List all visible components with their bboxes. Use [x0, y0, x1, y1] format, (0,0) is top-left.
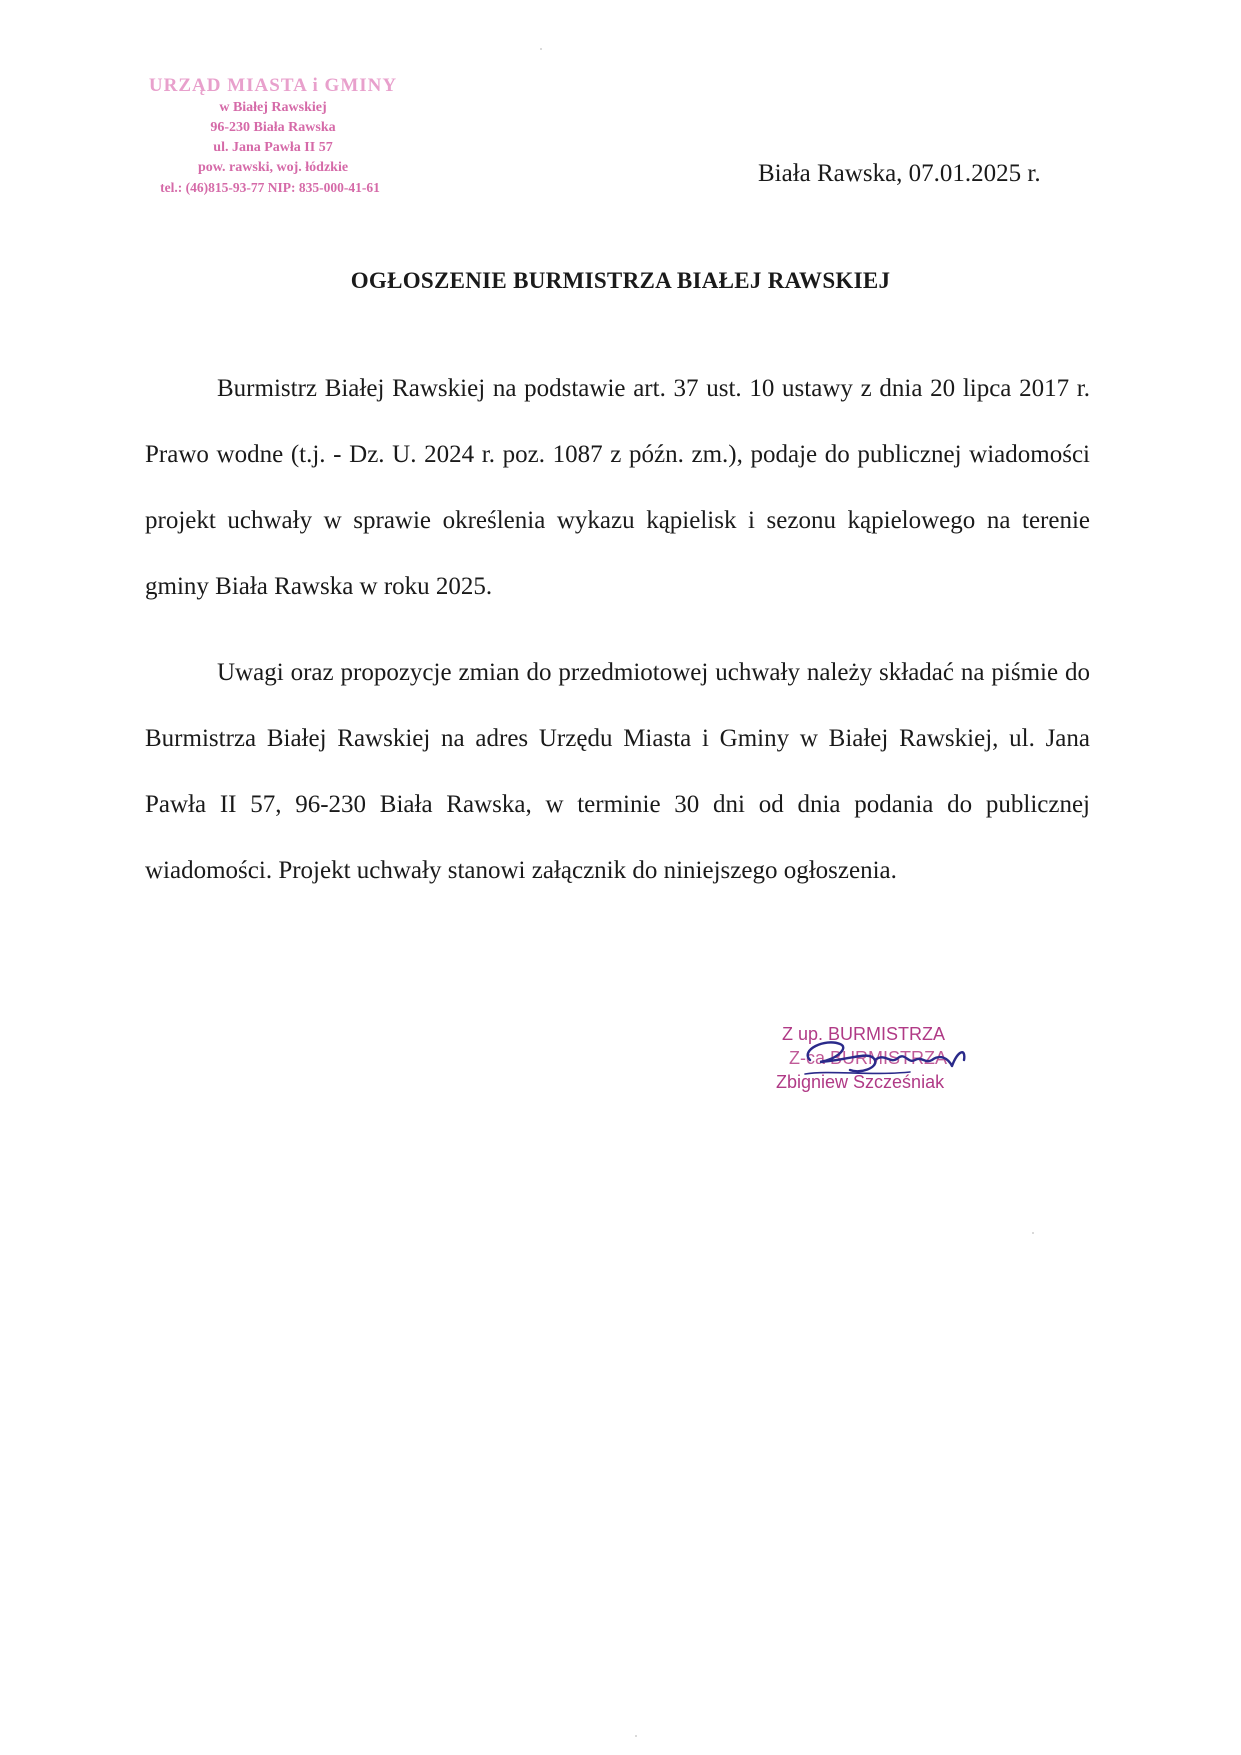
signature-name: Zbigniew Szcześniak [776, 1072, 945, 1092]
paragraph-remarks: Uwagi oraz propozycje zmian do przedmiotowej uchwały należy składać na piśmie do Burmistrza Białej Rawskiej na adres Urzędu Miasta i Gminy w Białej Rawskiej, ul. Jana Pawła II 57, 96-230 Biała Rawska, w terminie 30 dni od dnia podania do publicznej wiadomości. Projekt uchwały stanowi załącznik do niniejszego ogłoszenia. [145, 659, 1090, 884]
document-date: Biała Rawska, 07.01.2025 r. [758, 160, 1041, 187]
stamp-street: ul. Jana Pawła II 57 [213, 140, 333, 155]
scan-speck [635, 1735, 637, 1737]
handwritten-signature [780, 1030, 980, 1090]
stamp-postal-code: 96-230 Biała Rawska [210, 120, 336, 135]
scan-speck [540, 48, 542, 50]
document-title: OGŁOSZENIE BURMISTRZA BIAŁEJ RAWSKIEJ [350, 268, 891, 293]
paragraph-announcement: Burmistrz Białej Rawskiej na podstawie art. 37 ust. 10 ustawy z dnia 20 lipca 2017 r. Prawo wodne (t.j. - Dz. U. 2024 r. poz. 1087 z późn. zm.), podaje do publicznej wiadomości projekt uchwały w sprawie określenia wykazu kąpielisk i sezonu kąpielowego na terenie gminy Biała Rawska w roku 2025. [145, 375, 1090, 600]
office-stamp [118, 74, 428, 198]
stamp-district: pow. rawski, woj. łódzkie [197, 160, 349, 175]
signature-deputy-title: Z-ca BURMISTRZA [789, 1048, 948, 1068]
signature-on-behalf: Z up. BURMISTRZA [782, 1024, 946, 1044]
scan-speck [1032, 1232, 1034, 1234]
stamp-office-name: URZĄD MIASTA i GMINY [148, 75, 398, 96]
stamp-contact: tel.: (46)815-93-77 NIP: 835-000-41-61 [160, 180, 380, 195]
stamp-office-location: w Białej Rawskiej [219, 100, 327, 115]
